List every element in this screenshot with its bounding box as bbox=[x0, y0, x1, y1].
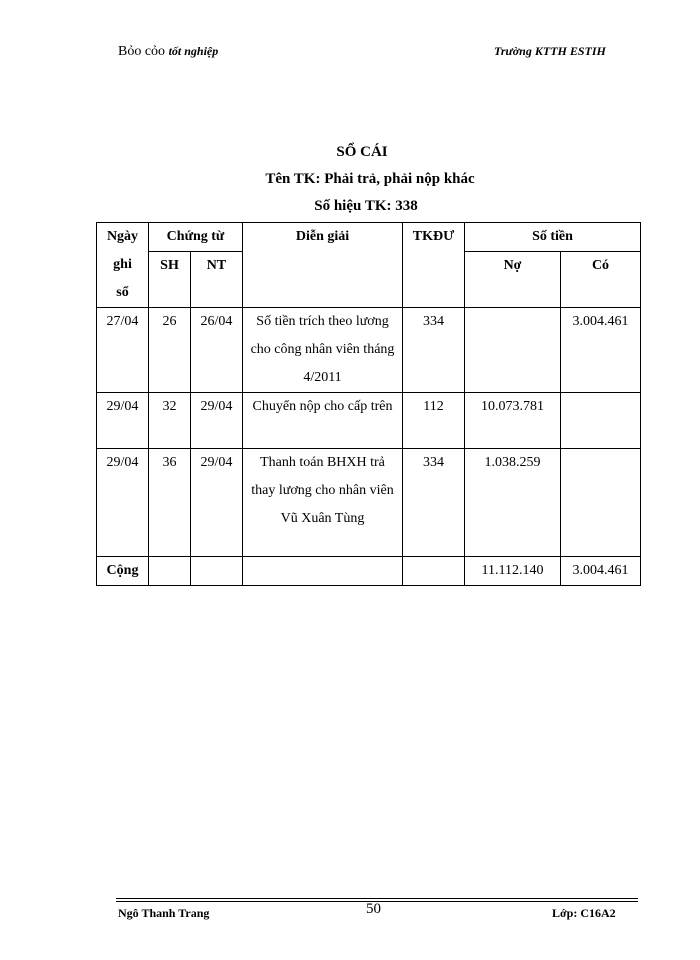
account-number: Số hiệu TK: 338 bbox=[314, 198, 418, 214]
header-nt: NT bbox=[191, 252, 243, 308]
cell-desc: Chuyển nộp cho cấp trên bbox=[243, 393, 403, 449]
cell-debit: 10.073.781 bbox=[465, 393, 561, 449]
cell-nt: 29/04 bbox=[191, 393, 243, 449]
cell-empty bbox=[403, 557, 465, 586]
cell-total-label: Cộng bbox=[97, 557, 149, 586]
cell-nt: 26/04 bbox=[191, 308, 243, 393]
ledger-title: SỔ CÁI bbox=[336, 144, 388, 160]
header-amount: Số tiền bbox=[465, 223, 641, 252]
cell-total-debit: 11.112.140 bbox=[465, 557, 561, 586]
header-date-line: sổ bbox=[116, 285, 129, 300]
header-desc: Diễn giải bbox=[243, 223, 403, 308]
cell-sh: 36 bbox=[149, 449, 191, 557]
table-row bbox=[97, 308, 641, 393]
footer-divider bbox=[116, 898, 638, 899]
page-number: 50 bbox=[366, 901, 381, 917]
page-header-right: Trường KTTH ESTIH bbox=[494, 44, 606, 58]
cell-date: 29/04 bbox=[97, 449, 149, 557]
cell-debit bbox=[465, 308, 561, 393]
cell-date: 29/04 bbox=[97, 393, 149, 449]
table-row bbox=[97, 393, 641, 449]
cell-empty bbox=[149, 557, 191, 586]
class-label: Lớp: C16A2 bbox=[552, 906, 616, 920]
cell-date: 27/04 bbox=[97, 308, 149, 393]
cell-sh: 26 bbox=[149, 308, 191, 393]
cell-tkdu: 112 bbox=[403, 393, 465, 449]
cell-empty bbox=[243, 557, 403, 586]
header-date-line: Ngày bbox=[106, 229, 139, 244]
header-tkdu: TKĐƯ bbox=[403, 223, 465, 308]
ledger-table bbox=[96, 222, 641, 586]
header-credit: Có bbox=[561, 252, 641, 308]
cell-nt: 29/04 bbox=[191, 449, 243, 557]
table-row bbox=[97, 449, 641, 557]
table-header-row bbox=[97, 223, 641, 252]
cell-desc: Thanh toán BHXH trả thay lương cho nhân viên Vũ Xuân Tùng bbox=[243, 449, 403, 557]
cell-credit bbox=[561, 449, 641, 557]
cell-credit: 3.004.461 bbox=[561, 308, 641, 393]
header-sh: SH bbox=[149, 252, 191, 308]
cell-empty bbox=[191, 557, 243, 586]
header-date-line: ghi bbox=[113, 257, 132, 272]
header-voucher: Chứng từ bbox=[149, 223, 243, 252]
cell-tkdu: 334 bbox=[403, 449, 465, 557]
cell-desc: Số tiền trích theo lương cho công nhân viên tháng 4/2011 bbox=[243, 308, 403, 393]
cell-total-credit: 3.004.461 bbox=[561, 557, 641, 586]
cell-tkdu: 334 bbox=[403, 308, 465, 393]
account-name: Tên TK: Phải trả, phải nộp khác bbox=[265, 171, 475, 187]
header-debit: Nợ bbox=[465, 252, 561, 308]
cell-credit bbox=[561, 393, 641, 449]
header-prefix: Bỏo cỏo bbox=[118, 44, 166, 59]
table-total-row bbox=[97, 557, 641, 586]
header-italic: tốt nghiệp bbox=[168, 44, 219, 58]
author-name: Ngô Thanh Trang bbox=[118, 906, 210, 920]
page-header-left bbox=[118, 44, 218, 60]
cell-debit: 1.038.259 bbox=[465, 449, 561, 557]
cell-sh: 32 bbox=[149, 393, 191, 449]
header-date bbox=[97, 223, 149, 308]
